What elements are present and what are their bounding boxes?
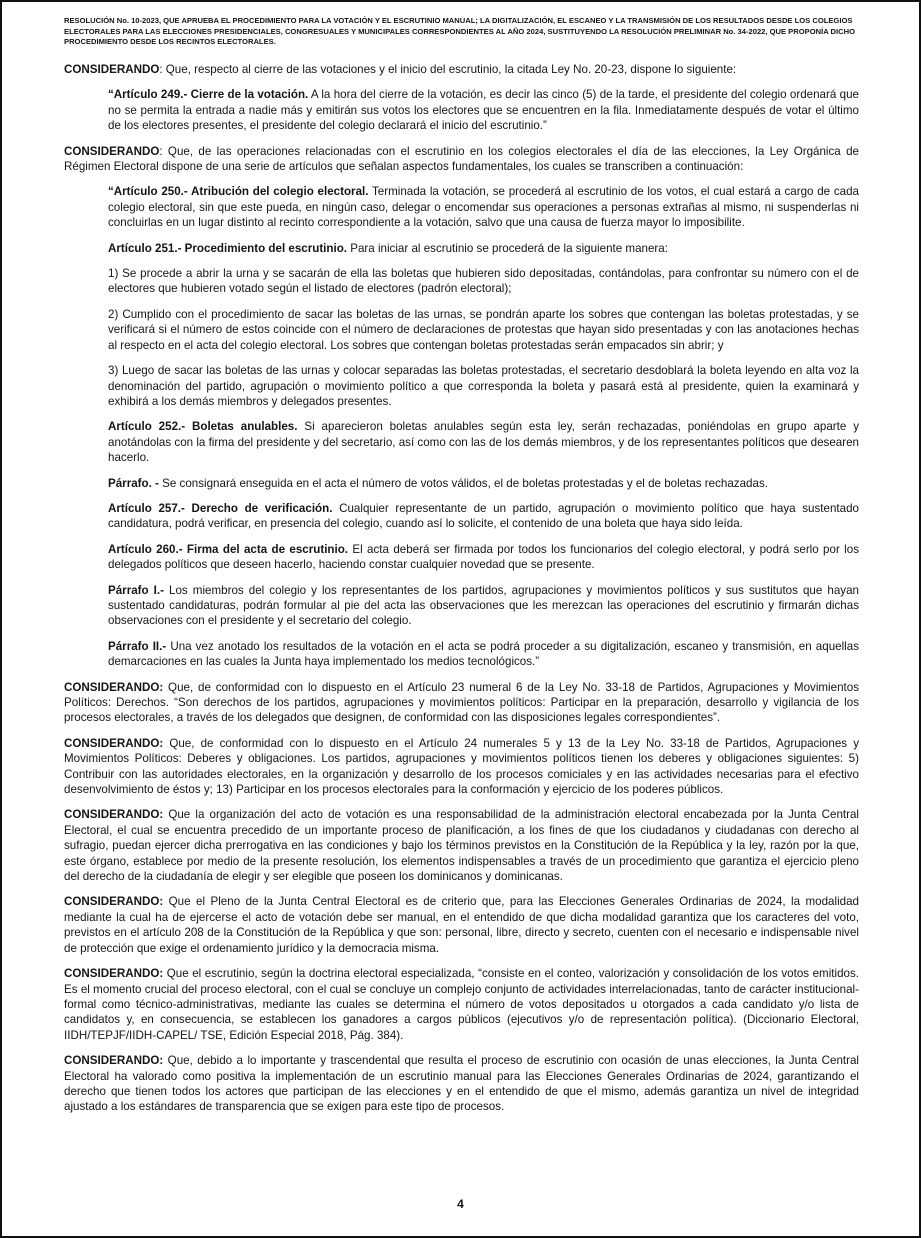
article-text: Si aparecieron boletas anulables según esta ley, serán rechazadas, poniéndolas en grupo aparte y anotándolas con la firma del presidente y del secretario, así como con las de los demás miembros, y de los representantes políticos que desearen hacerlo. [108, 420, 859, 465]
article-251 [108, 241, 859, 256]
paragraph-text: : Que, respecto al cierre de las votaciones y el inicio del escrutinio, la citada Ley No. 20-23, dispone lo siguiente: [159, 63, 737, 76]
paragraph-text: Que la organización del acto de votación es una responsabilidad de la administración electoral encabezada por la Junta Central Electoral, el cual se encuentra precedido de un importante proceso de planificación, a los fines de que los ciudadanos y ciudadanas con derecho al sufragio, puedan ejercer dicha prerrogativa en las condiciones y bajo los términos previstos en la Constitución de la República y la ley, razón por la que, este órgano, establece por medio de la presente resolución, los elementos indispensables a través de un procedimiento que garantiza el ejercicio pleno del derecho de la ciudadanía de elegir y ser elegible que poseen los dominicanos y dominicanas. [64, 808, 859, 884]
article-heading: Párrafo. - [108, 476, 159, 490]
considerando-paragraph-7 [64, 966, 859, 1043]
article-heading: Párrafo II.- [108, 639, 167, 653]
article-text: Cualquier representante de un partido, agrupación o movimiento político que haya sustentado candidatura, podrá verificar, en presencia del colegio, cuando así lo solicite, el contenido de una boleta que haya sido leída. [108, 501, 859, 531]
article-251-item-2: 2) Cumplido con el procedimiento de sacar las boletas de las urnas, se pondrán aparte los sobres que contengan las boletas protestadas, y se verificará si el número de estos coincide con el número de declaraciones de protestas que hayan sido presentadas y con las anotaciones hechas al respecto en el acta del colegio electoral. Los sobres que contengan boletas protestadas serán empacados sin abrir; y [108, 307, 859, 352]
article-heading: Artículo 257.- Derecho de verificación. [108, 501, 333, 515]
article-heading: Artículo 251.- Procedimiento del escrutinio. [108, 241, 348, 255]
article-text: Para iniciar al escrutinio se procederá de la siguiente manera: [347, 241, 668, 255]
article-text: Una vez anotado los resultados de la votación en el acta se podrá proceder a su digitalización, escaneo y transmisión, en aquellas demarcaciones en las cuales la Junta haya implementado los medios tecnológicos.” [108, 639, 859, 669]
article-260 [108, 542, 859, 573]
article-251-item-1: 1) Se procede a abrir la urna y se sacarán de ella las boletas que hubieren sido depositadas, contándolas, para confrontar su número con el de electores que hubieren votado según el listado de electores (padrón electoral); [108, 267, 859, 296]
considerando-label: CONSIDERANDO: [64, 1054, 164, 1068]
article-text: A la hora del cierre de la votación, es decir las cinco (5) de la tarde, el presidente del colegio ordenará que no se permita la entrada a nadie más y emitirán sus votos los electores que se encuentren en la fila. Inmediatamente después de votar el último de los electores presentes, el presidente del colegio declarará el inicio del escrutinio.” [108, 88, 859, 133]
document-body [64, 62, 859, 1125]
article-text: El acta deberá ser firmada por todos los funcionarios del colegio electoral, y podrá serlo por los delegados políticos que deseen hacerlo, haciendo constar cualquier novedad que se presente. [108, 542, 859, 572]
considerando-label: CONSIDERANDO: [64, 808, 164, 822]
paragraph-text: Que el Pleno de la Junta Central Electoral es de criterio que, para las Elecciones Generales Ordinarias de 2024, la modalidad mediante la cual ha de ejercerse el acto de votación debe ser manual, en el entendido de que dicha modalidad garantiza que los caracteres del voto, previstos en el artículo 208 de la Constitución de la República y que son: personal, libre, directo y secreto, cuenten con el necesario e indispensable nivel de protección que exige el ordenamiento jurídico y la democracia misma. [64, 895, 859, 955]
article-250 [108, 184, 859, 230]
paragraph-text: Que, debido a lo importante y trascendental que resulta el proceso de escrutinio con ocasión de unas elecciones, la Junta Central Electoral ha valorado como positiva la implementación de un escrutinio manual para las Elecciones Generales Ordinarias de 2024, garantizando el derecho que tienen todos los actores que participan de las elecciones y en el entendido de que el mismo, además garantiza un nivel de integridad ajustado a los estándares de transparencia que se exigen para este tipo de procesos. [64, 1054, 859, 1114]
considerando-paragraph-6 [64, 894, 859, 956]
considerando-paragraph-8 [64, 1053, 859, 1115]
article-260-parrafo-1 [108, 583, 859, 629]
paragraph-text: : Que, de las operaciones relacionadas con el escrutinio en los colegios electorales el día de las elecciones, la Ley Orgánica de Régimen Electoral dispone de una serie de artículos que señalan aspectos fundamentales, los cuales se transcriben a continuación: [64, 144, 859, 174]
article-260-parrafo-2 [108, 639, 859, 670]
article-heading: “Artículo 250.- Atribución del colegio electoral. [108, 185, 369, 199]
paragraph-text: Que el escrutinio, según la doctrina electoral especializada, “consiste en el conteo, valorización y consolidación de los votos emitidos. Es el momento crucial del proceso electoral, con el cual se concluye un complejo conjunto de actividades interrelacionadas, tanto de carácter institucional-formal como técnico-administrativas, mediante las cuales se determina el número de votos depositados u otorgados a cada candidato y/o lista de candidatos y, en consecuencia, se establecen los ganadores a cargos públicos (ejecutivos y/o de representación política). (Diccionario Electoral, IIDH/TEPJF/IIDH-CAPEL/ TSE, Edición Especial 2018, Pág. 384). [64, 967, 859, 1042]
considerando-label: CONSIDERANDO: [64, 680, 164, 694]
considerando-paragraph-1 [64, 62, 859, 77]
considerando-paragraph-2 [64, 144, 859, 175]
article-252 [108, 419, 859, 465]
quoted-articles-block [108, 184, 859, 669]
article-257 [108, 501, 859, 532]
quoted-article-249 [108, 87, 859, 133]
article-251-item-3: 3) Luego de sacar las boletas de las urnas y colocar separadas las boletas protestadas, el secretario desdoblará la boleta leyendo en alta voz la denominación del partido, agrupación o movimiento político a que corresponda la boleta y pasará está al presidente, quien la examinará y exhibirá a los demás miembros y delegados presentes. [108, 364, 859, 408]
article-249 [108, 87, 859, 133]
article-text: Terminada la votación, se procederá al escrutinio de los votos, el cual estará a cargo de cada colegio electoral, sin que este pueda, en ningún caso, delegar o encomendar sus operaciones a personas extrañas al mismo, ni suspenderlas ni concluirlas en un lugar distinto al recinto correspondiente a la votación, salvo que una causa de fuerza mayor lo imposibilite. [108, 185, 859, 230]
considerando-label: CONSIDERANDO: [64, 895, 164, 909]
paragraph-text: Que, de conformidad con lo dispuesto en el Artículo 23 numeral 6 de la Ley No. 33-18 de Partidos, Agrupaciones y Movimientos Políticos: Derechos. “Son derechos de los partidos, agrupaciones y movimientos políticos: Participar en la preparación, desarrollo y vigilancia de los procesos electorales, a través de los delegados que designen, de conformidad con las disposiciones legales correspondientes”. [64, 680, 859, 725]
article-text: Se consignará enseguida en el acta el número de votos válidos, el de boletas protestadas y el de boletas rechazadas. [158, 476, 768, 490]
paragraph-text: Que, de conformidad con lo dispuesto en el Artículo 24 numerales 5 y 13 de la Ley No. 33-18 de Partidos, Agrupaciones y Movimientos Políticos: Deberes y obligaciones. Los partidos, agrupaciones y movimientos políticos tienen los deberes y obligaciones siguientes: 5) Contribuir con las autoridades electorales, en la organización y desarrollo de los procesos comiciales y en las actividades necesarias para el efectivo desenvolvimiento de éstos y; 13) Participar en los procesos electorales para la conformación y ejercicio de los poderes públicos. [64, 736, 859, 797]
considerando-paragraph-5 [64, 807, 859, 884]
article-text: Los miembros del colegio y los representantes de los partidos, agrupaciones y movimientos políticos y sus sustitutos que hayan sustentado candidaturas, podrán formular al pie del acta las observaciones que les merezcan las operaciones del escrutinio y firmarán dichas observaciones con el presidente y el secretario del colegio. [108, 583, 859, 628]
considerando-label: CONSIDERANDO: [64, 736, 164, 750]
article-heading: Párrafo I.- [108, 583, 164, 597]
page-number: 4 [457, 1197, 464, 1211]
article-heading: “Artículo 249.- Cierre de la votación. [108, 88, 309, 102]
considerando-paragraph-4 [64, 736, 859, 798]
article-252-parrafo [108, 476, 859, 491]
article-heading: Artículo 252.- Boletas anulables. [108, 420, 298, 434]
resolution-header: RESOLUCIÓN No. 10-2023, QUE APRUEBA EL PROCEDIMIENTO PARA LA VOTACIÓN Y EL ESCRUTINIO MANUAL; LA DIGITALIZACIÓN, EL ESCANEO Y LA TRANSMISIÓN DE LOS RESULTADOS DESDE LOS COLEGIOS ELECTORALES PARA LAS ELECCIONES PRESIDENCIALES, CONGRESUALES Y MUNICIPALES CORRESPONDIENTES AL AÑO 2024, SUSTITUYENDO LA RESOLUCIÓN PRELIMINAR No. 34-2022, QUE PROPONÍA DICHO PROCEDIMIENTO DESDE LOS RECINTOS ELECTORALES. [64, 16, 855, 46]
considerando-label: CONSIDERANDO [64, 144, 160, 158]
considerando-label: CONSIDERANDO: [64, 967, 164, 981]
considerando-paragraph-3 [64, 680, 859, 726]
considerando-label: CONSIDERANDO [64, 63, 160, 76]
article-heading: Artículo 260.- Firma del acta de escrutinio. [108, 542, 349, 556]
